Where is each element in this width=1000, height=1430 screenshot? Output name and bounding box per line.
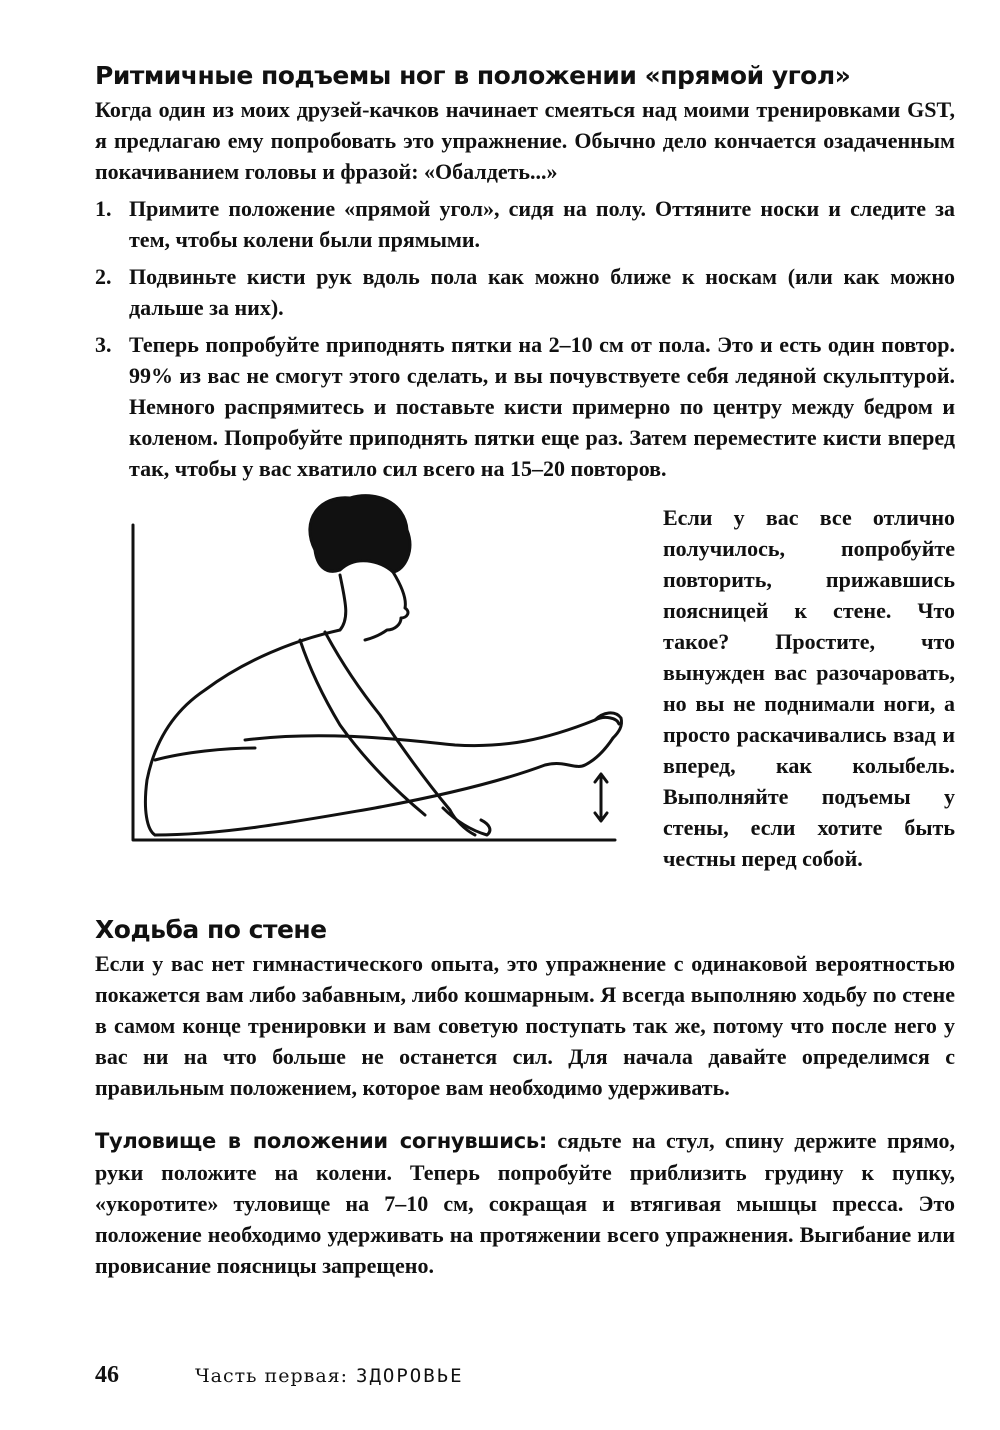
figure-row xyxy=(95,490,955,871)
step-number: 3. xyxy=(95,332,112,357)
double-arrow-icon xyxy=(595,774,607,821)
section-wall-walk xyxy=(95,912,955,1281)
page-content xyxy=(95,58,955,1281)
leg-top xyxy=(245,717,619,745)
exercise-illustration xyxy=(125,490,645,860)
torso-position-paragraph xyxy=(95,1125,955,1281)
step-text: Подвиньте кисти рук вдоль пола как можно ближе к носкам (или как можно дальше за них). xyxy=(129,264,955,320)
step-item xyxy=(95,261,955,323)
steps-list xyxy=(95,193,955,484)
page-number: 46 xyxy=(95,1362,119,1388)
hip xyxy=(155,748,255,760)
section-title-leg-raises: Ритмичные подъемы ног в положении «прямой угол» xyxy=(95,61,851,90)
step-text: Теперь попробуйте приподнять пятки на 2–10 см от пола. Это и есть один повтор. 99% из вас не смогут этого сделать, и вы почувствуете себя ледяной скульптурой. Немного распрямитесь и поставьте кисти примерно по центру между бедром и коленом. Попробуйте приподнять пятки еще раз. Затем переместите кисти вперед так, чтобы у вас хватило сил всего на 15–20 повторов. xyxy=(129,332,955,481)
section-intro-paragraph: Когда один из моих друзей-качков начинает смеяться над моими тренировками GST, я предлагаю ему попробовать это упражнение. Обычно дело кончается озадаченным покачиванием головы и фразой: «Обалдеть...» xyxy=(95,97,955,184)
part-title: ЗДОРОВЬЕ xyxy=(356,1365,464,1387)
torso-position-text: сядьте на стул, спину держите прямо, руки положите на колени. Теперь попробуйте приблизить грудину к пупку, «укоротите» туловище на 7–10 см, сокращая и втягивая мышцы пресса. Это положение необходимо удерживать на протяжении всего упражнения. Выгибание или провисание поясницы запрещено. xyxy=(95,1128,955,1278)
step-number: 1. xyxy=(95,196,112,221)
step-number: 2. xyxy=(95,264,112,289)
part-label: Часть первая: xyxy=(195,1365,349,1387)
arm-inner xyxy=(300,640,425,815)
section2-intro-paragraph: Если у вас нет гимнастического опыта, это упражнение с одинаковой вероятностью покажется вам либо забавным, либо кошмарным. Я всегда выполняю ходьбу по стене в самом конце тренировки и вам советую поступать так же, потому что после него у вас ни на что больше не останется сил. Для начала давайте определимся с правильным положением, которое вам необходимо удерживать. xyxy=(95,951,955,1100)
step-text: Примите положение «прямой угол», сидя на полу. Оттяните носки и следите за тем, чтобы колени были прямыми. xyxy=(129,196,955,252)
side-note: Если у вас все отлично получилось, попробуйте повторить, прижавшись поясницей к стене. Что такое? Простите, что вынужден вас разочаровать, но вы не поднимали ноги, а просто раскачивались взад и вперед, как колыбель. Выполняйте подъемы у стены, если хотите быть честны перед собой. xyxy=(663,505,955,871)
torso-position-label: Туловище в положении согнувшись: xyxy=(95,1129,547,1153)
wall-line xyxy=(133,525,615,840)
face xyxy=(365,572,408,640)
page-footer xyxy=(95,1362,464,1389)
step-item xyxy=(95,329,955,484)
leg-bottom xyxy=(155,738,613,835)
section-title-wall-walk: Ходьба по стене xyxy=(95,915,327,944)
back xyxy=(145,575,345,835)
step-item xyxy=(95,193,955,255)
hair xyxy=(310,496,410,572)
